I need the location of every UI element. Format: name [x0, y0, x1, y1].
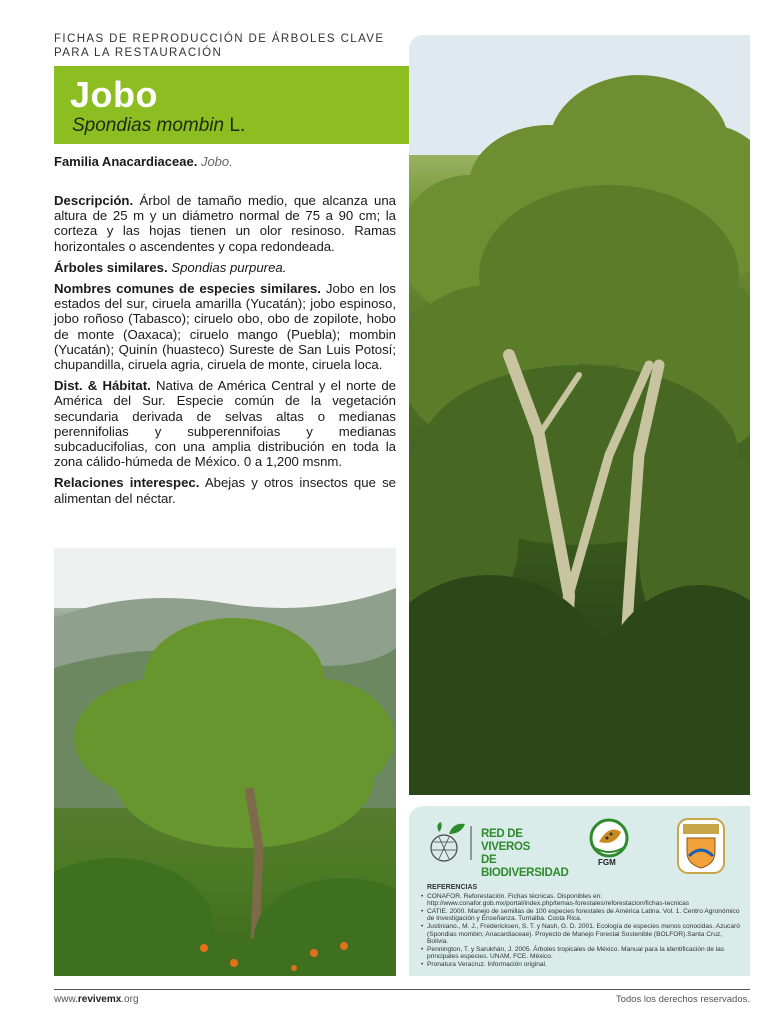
- footer-divider: [54, 989, 750, 990]
- leaf-globe-icon: [427, 820, 473, 864]
- series-title-line2: PARA LA RESTAURACIÓN: [54, 47, 223, 59]
- tree-photo-tall-illustration: [409, 35, 750, 795]
- author-abbrev: L.: [229, 115, 246, 136]
- shield-emblem-icon: [677, 818, 725, 874]
- references-box: [409, 806, 750, 976]
- red-viveros-line2: DE BIODIVERSIDAD: [481, 854, 569, 879]
- section-text: Spondias purpurea.: [171, 259, 287, 275]
- section-similares: [54, 260, 396, 275]
- family-label: Familia Anacardiaceae.: [54, 154, 198, 169]
- common-name: Jobo: [70, 74, 158, 115]
- family-line: [54, 154, 399, 169]
- scientific-name-italic: Spondias mombin: [72, 115, 225, 136]
- reference-item: • Pennington, T. y Sarukhán, J. 2005. Árboles tropicales de México. Manual para la identificación de las principales especies. UNAM, FCE. México.: [421, 946, 741, 961]
- section-descripcion: [54, 193, 396, 254]
- section-text: Nativa de América Central y el norte de América del Sur. Especie común de la vegetación secundaria derivada de selvas altas o medianas perennifolias y subperennifoias y medianas subcaducifolias, con una amplia distribución en toda la zona cálido-húmeda de México. 0 a 1,200 msnm.: [54, 378, 396, 470]
- red-viveros-logo: [427, 820, 569, 879]
- series-title: [54, 32, 404, 60]
- reference-item: • CONAFOR. Reforestación. Fichas técnicas. Disponibles en: http://www.conafor.gob.mx/portal/index.php/temas-forestales/reforestacion/fichas-tecnicas: [421, 893, 741, 908]
- reference-item: • Justiniano., M. J., Fredericksen, S. T. y Nash, G. D. 2001. Ecología de especies menos conocidas. Azucaró (Spondias mombin; Anacardiaceae). Proyecto de Manejo Forestal Sostenible (BOLFOR).Santa Cruz, Bolivia.: [421, 923, 741, 946]
- section-label: Descripción.: [54, 193, 134, 208]
- reference-items: [421, 893, 741, 969]
- species-description: [54, 193, 396, 512]
- section-label: Relaciones interespec.: [54, 475, 200, 491]
- family-value: Jobo.: [200, 154, 233, 169]
- reference-item: • Pronatura Veracruz. Información original.: [421, 961, 741, 969]
- red-viveros-line1: RED DE VIVEROS: [481, 828, 531, 853]
- footer-url-prefix: www.: [54, 994, 78, 1005]
- references-list: [421, 884, 741, 969]
- red-viveros-text: [481, 828, 568, 880]
- section-label: Nombres comunes de especies similares.: [54, 281, 321, 297]
- fgm-text: FGM: [598, 858, 616, 867]
- section-text: Abejas y otros insectos que se alimentan del néctar.: [54, 475, 396, 506]
- title-band: [54, 66, 410, 144]
- footer-url-brand: revivemx: [77, 994, 122, 1005]
- section-text: Árbol de tamaño medio, que alcanza una altura de 25 m y un diámetro normal de 75 a 90 cm; la corteza y las hojas tienen un olor resinoso. Ramas horizontales o ascendentes y copa redondeada.: [54, 193, 396, 254]
- references-heading: REFERENCIAS: [427, 884, 478, 891]
- footer-url[interactable]: [54, 994, 139, 1005]
- section-relaciones: [54, 475, 396, 505]
- tree-photo-hillside: [54, 548, 396, 976]
- footer-rights: Todos los derechos reservados.: [615, 994, 750, 1005]
- section-text: Jobo en los estados del sur, ciruela amarilla (Yucatán); jobo espinoso, jobo roñoso (Tabasco); ciruelo obo, obo de zopilote, hobo de monte (Oaxaca); ciruelo mango (Puebla); mombin (Yucatán); Quinín (huasteco) Sureste de San Luis Potosí; chupandilla, ciruela agria, ciruela de monte, ciruela loca.: [54, 281, 396, 373]
- section-label: Árboles similares.: [54, 259, 168, 275]
- footer-url-suffix: .org: [121, 994, 139, 1005]
- section-nombres: [54, 281, 396, 372]
- tree-photo-hillside-illustration: [54, 548, 396, 976]
- reference-item: • CATIE. 2000. Manejo de semillas de 100 especies forestales de América Latina. Vol. 1. Centro Agronómico de Investigación y Enseñanza. Turrialba. Costa Rica.: [421, 908, 741, 923]
- series-title-line1: FICHAS DE REPRODUCCIÓN DE ÁRBOLES CLAVE: [54, 33, 385, 45]
- fgm-logo: [585, 816, 635, 876]
- section-label: Dist. & Hábitat.: [54, 378, 151, 394]
- tree-photo-tall: [409, 35, 750, 795]
- shield-seal-logo: [677, 818, 725, 874]
- section-habitat: [54, 378, 396, 469]
- jaguar-emblem-icon: [585, 816, 635, 858]
- scientific-name: [72, 115, 245, 137]
